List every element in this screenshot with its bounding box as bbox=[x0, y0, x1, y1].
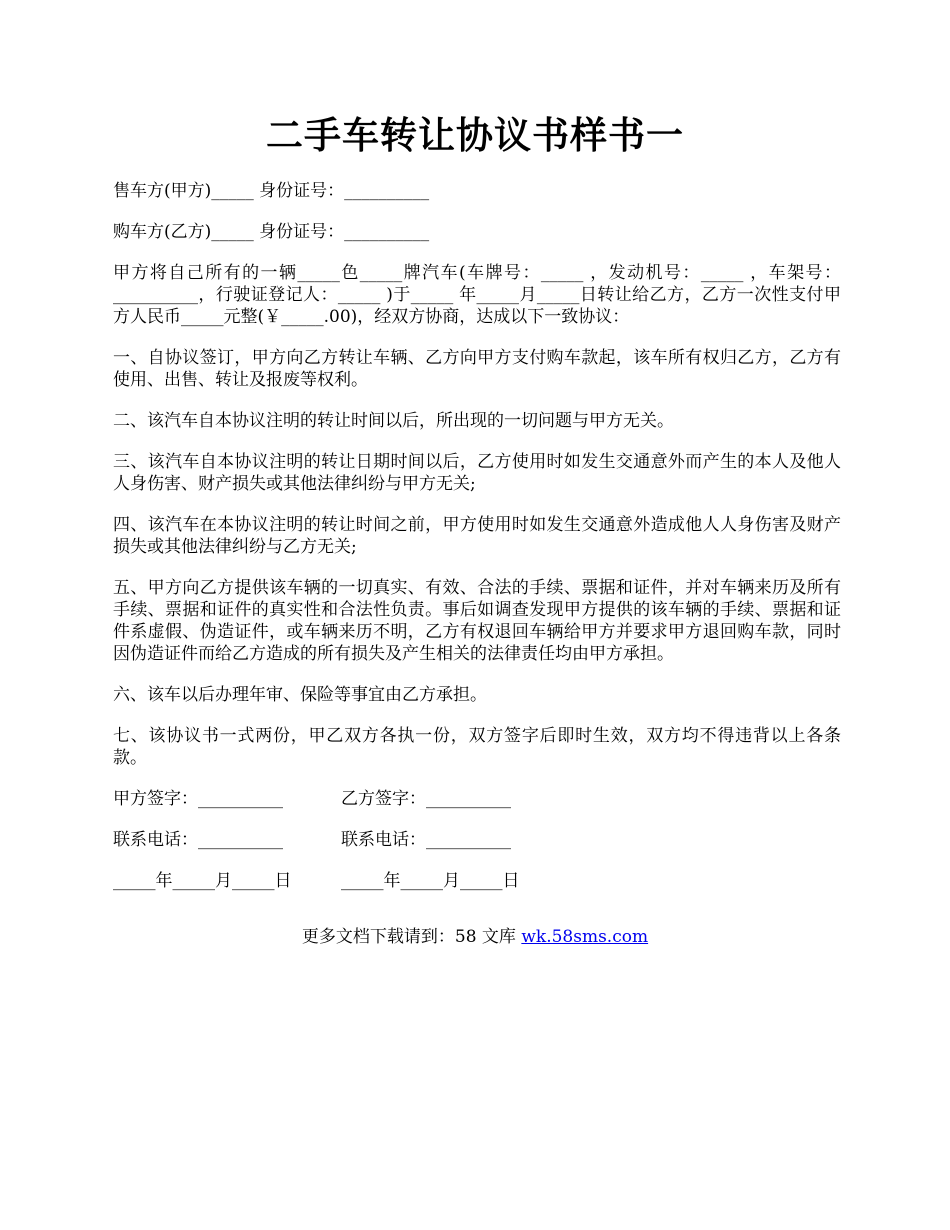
clause-4: 四、该汽车在本协议注明的转让时间之前，甲方使用时如发生交通意外造成他人人身伤害及财产损失或其他法律纠纷与乙方无关; bbox=[113, 515, 841, 557]
document-body bbox=[113, 180, 841, 911]
party-a-signature: 甲方签字：__________ bbox=[113, 789, 283, 809]
phone-row bbox=[113, 829, 841, 851]
clause-1: 一、自协议签订，甲方向乙方转让车辆、乙方向甲方支付购车款起，该车所有权归乙方，乙方有使用、出售、转让及报废等权利。 bbox=[113, 348, 841, 390]
party-a-date: _____年_____月_____日 bbox=[113, 871, 292, 891]
party-b-date: _____年_____月_____日 bbox=[341, 871, 520, 891]
clause-3: 三、该汽车自本协议注明的转让日期时间以后，乙方使用时如发生交通意外而产生的本人及他人人身伤害、财产损失或其他法律纠纷与甲方无关; bbox=[113, 452, 841, 494]
party-b-signature: 乙方签字：__________ bbox=[341, 789, 511, 809]
party-a-phone: 联系电话：__________ bbox=[113, 830, 283, 850]
document-title: 二手车转让协议书样书一 bbox=[266, 114, 684, 157]
website-link[interactable]: wk.58sms.com bbox=[521, 927, 649, 947]
party-b-phone: 联系电话：__________ bbox=[341, 830, 511, 850]
signature-row bbox=[113, 788, 841, 810]
clause-6: 六、该车以后办理年审、保险等事宜由乙方承担。 bbox=[113, 685, 487, 705]
clause-7: 七、该协议书一式两份，甲乙双方各执一份，双方签字后即时生效，双方均不得违背以上各条款。 bbox=[113, 726, 841, 768]
download-footer bbox=[0, 926, 950, 948]
date-row bbox=[113, 870, 841, 892]
footer-prefix: 更多文档下载请到：58 文库 bbox=[301, 927, 522, 947]
clause-5: 五、甲方向乙方提供该车辆的一切真实、有效、合法的手续、票据和证件，并对车辆来历及所有手续、票据和证件的真实性和合法性负责。事后如调查发现甲方提供的该车辆的手续、票据和证件系虚假、伪造证件，或车辆来历不明，乙方有权退回车辆给甲方并要求甲方退回购车款，同时因伪造证件而给乙方造成的所有损失及产生相关的法律责任均由甲方承担。 bbox=[113, 578, 841, 664]
clause-2: 二、该汽车自本协议注明的转让时间以后，所出现的一切问题与甲方无关。 bbox=[113, 411, 674, 431]
intro-paragraph: 甲方将自己所有的一辆_____色_____牌汽车(车牌号：_____ ，发动机号：_____ ，车架号：__________，行驶证登记人：_____ )于_____ 年_____月_____日转让给乙方，乙方一次性支付甲方人民币_____元整(￥_____.00)，经双方协商，达成以下一致协议： bbox=[113, 263, 841, 327]
buyer-line: 购车方(乙方)_____ 身份证号：__________ bbox=[113, 222, 430, 242]
seller-line: 售车方(甲方)_____ 身份证号：__________ bbox=[113, 181, 430, 201]
